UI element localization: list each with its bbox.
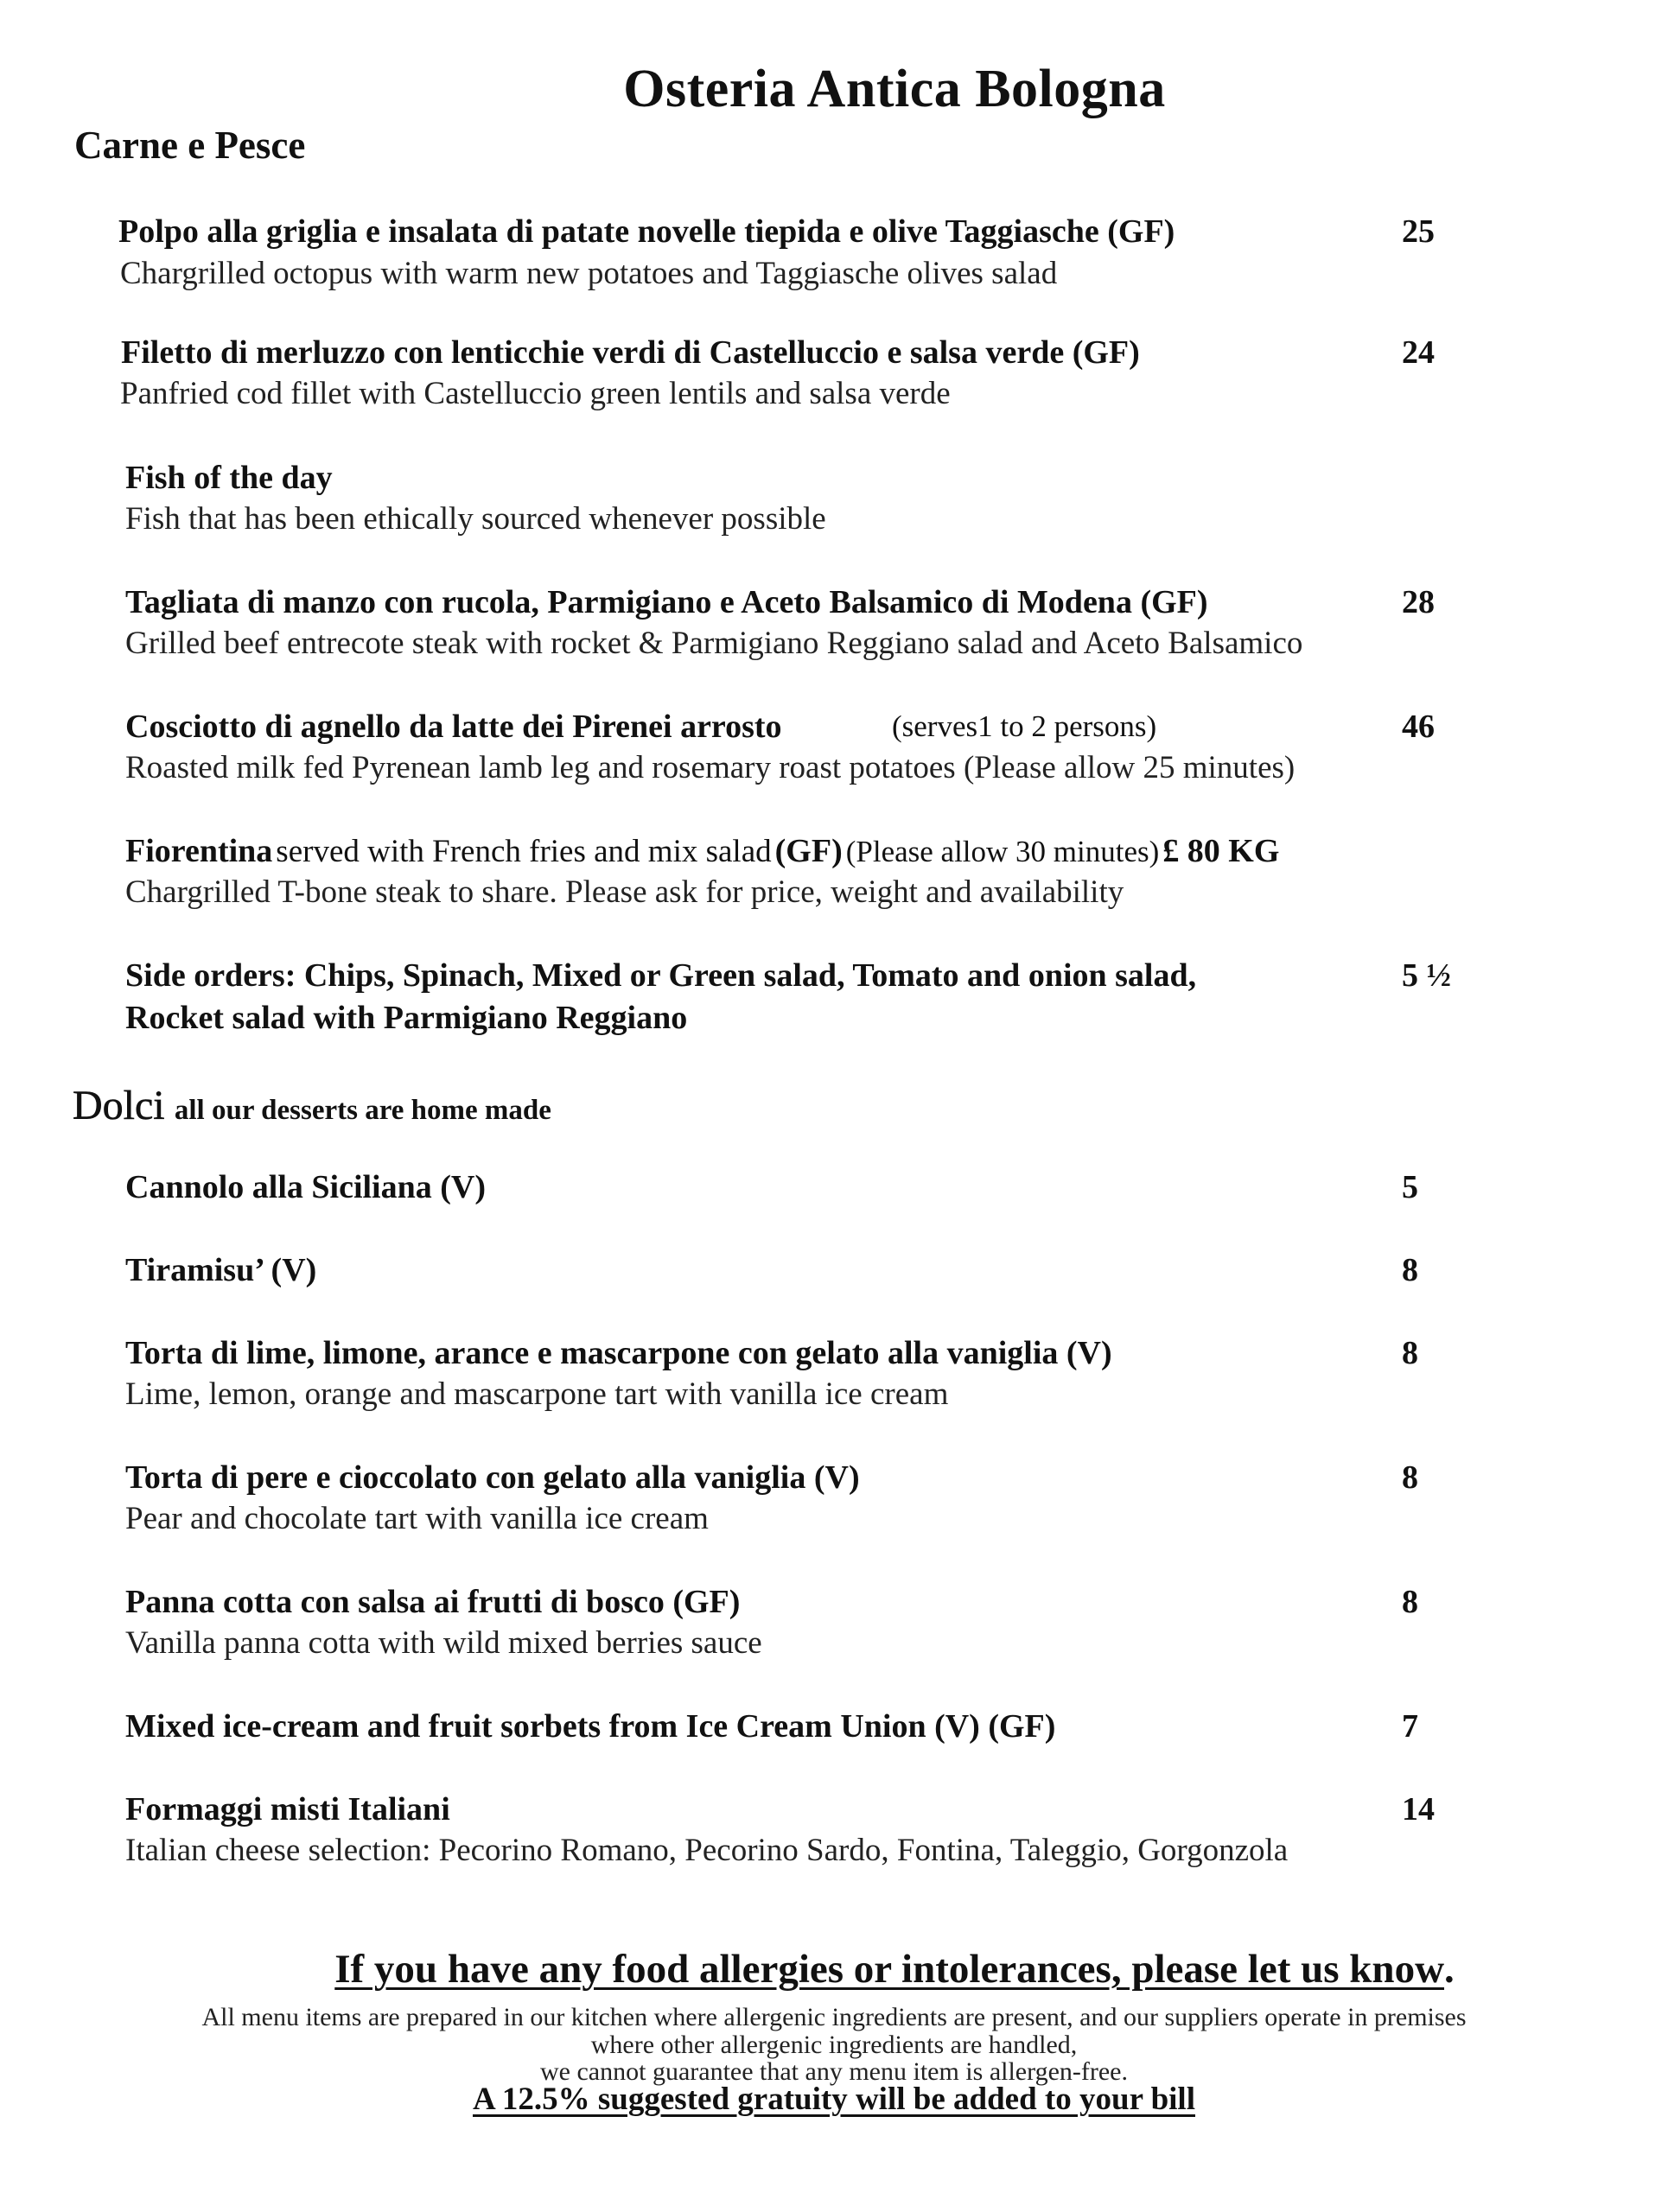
item-description: Roasted milk fed Pyrenean lamb leg and rosemary roast potatoes (Please allow 25 minutes) [125,750,1296,785]
item-tag: (GF) [774,833,843,869]
item-name: Fiorentina [125,833,273,869]
item-name: Cannolo alla Siciliana (V) [125,1169,486,1205]
item-description: Vanilla panna cotta with wild mixed berries sauce [125,1625,762,1661]
item-description: Pear and chocolate tart with vanilla ice cream [125,1501,709,1536]
allergy-heading-period: . [1444,1947,1455,1992]
restaurant-title: Osteria Antica Bologna [623,60,1166,118]
item-price: 28 [1402,584,1435,620]
item-name: Side orders: Chips, Spinach, Mixed or Green salad, Tomato and onion salad, [125,957,1197,994]
item-name: Cosciotto di agnello da latte dei Pirenei arrosto [125,709,782,745]
item-name: Torta di lime, limone, arance e mascarpone con gelato alla vaniglia (V) [125,1335,1112,1371]
item-price: 24 [1402,334,1435,371]
item-price: 14 [1402,1791,1435,1827]
item-name: Torta di pere e cioccolato con gelato alla vaniglia (V) [125,1459,860,1496]
dolci-subheading: all our desserts are home made [174,1095,551,1126]
item-description: Chargrilled T-bone steak to share. Please ask for price, weight and availability [125,874,1124,910]
item-serving-note: (serves1 to 2 persons) [892,709,1157,743]
item-price: 5 ½ [1402,957,1451,994]
item-name: Fish of the day [125,460,333,496]
dolci-heading: Dolci [73,1083,165,1128]
item-name: Tagliata di manzo con rucola, Parmigiano e Aceto Balsamico di Modena (GF) [125,584,1208,620]
item-name: Panna cotta con salsa ai frutti di bosco (GF) [125,1584,741,1620]
item-description: Grilled beef entrecote steak with rocket & Parmigiano Reggiano salad and Aceto Balsamico [125,626,1303,661]
item-time-note: (Please allow 30 minutes) [845,835,1160,868]
item-price: 8 [1402,1252,1418,1288]
gratuity-notice: A 12.5% suggested gratuity will be added to your bill [472,2082,1195,2117]
item-price: 8 [1402,1459,1418,1496]
item-name: Formaggi misti Italiani [125,1791,450,1827]
section-heading-dolci [73,1082,551,1129]
item-price: 8 [1402,1584,1418,1620]
item-inline-desc: served with French fries and mix salad [276,834,772,869]
item-price: 5 [1402,1169,1418,1205]
item-price: 8 [1402,1335,1418,1371]
item-description: Lime, lemon, orange and mascarpone tart with vanilla ice cream [125,1376,949,1412]
item-description: Italian cheese selection: Pecorino Romano, Pecorino Sardo, Fontina, Taleggio, Gorgonzola [125,1833,1289,1868]
item-price: 25 [1402,213,1435,250]
item-name: Polpo alla griglia e insalata di patate novelle tiepida e olive Taggiasche (GF) [118,213,1175,250]
item-description: Chargrilled octopus with warm new potatoes and Taggiasche olives salad [120,256,1058,291]
item-price: 46 [1402,709,1435,745]
section-heading-carne-e-pesce: Carne e Pesce [74,124,306,167]
item-price: 7 [1402,1708,1418,1745]
item-description: Panfried cod fillet with Castelluccio green lentils and salsa verde [120,376,951,411]
item-name-continued: Rocket salad with Parmigiano Reggiano [125,1000,688,1036]
allergy-notice-line: we cannot guarantee that any menu item is allergen-free. [540,2057,1128,2086]
allergy-heading-text: If you have any food allergies or intolerances, please let us know [334,1947,1445,1992]
item-name-line [125,832,1279,870]
item-name: Mixed ice-cream and fruit sorbets from Ice Cream Union (V) (GF) [125,1708,1056,1745]
allergy-notice-line: All menu items are prepared in our kitchen where allergenic ingredients are present, and our suppliers operate in premises [201,2003,1467,2031]
item-name: Filetto di merluzzo con lenticchie verdi di Castelluccio e salsa verde (GF) [121,334,1140,371]
item-description: Fish that has been ethically sourced whenever possible [125,501,826,537]
item-price: £ 80 KG [1162,833,1280,869]
item-name: Tiramisu’ (V) [125,1252,317,1288]
allergy-notice-heading [0,1946,1668,1993]
allergy-notice-line: where other allergenic ingredients are handled, [590,2031,1078,2059]
